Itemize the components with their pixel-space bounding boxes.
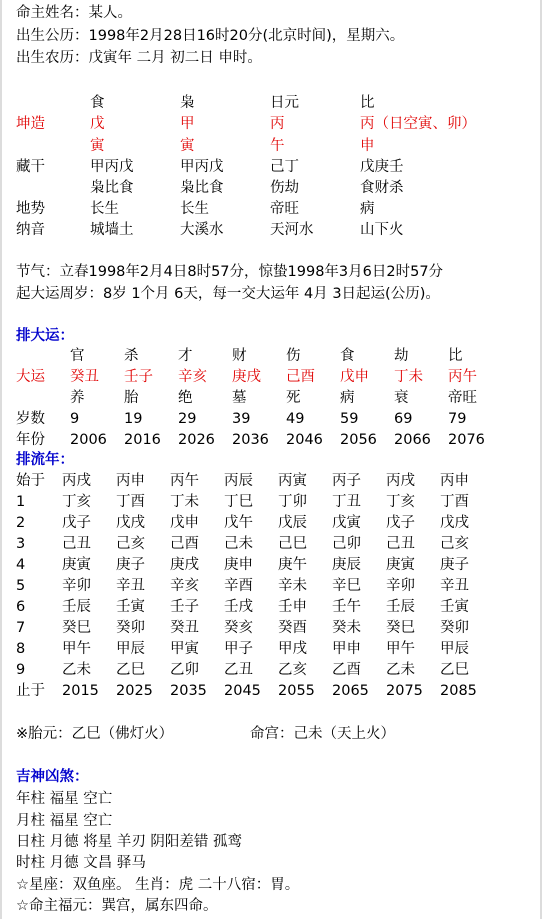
- liunian-year-3-cell: 己亥: [440, 536, 469, 552]
- liunian-year-2-label: 2: [16, 515, 26, 531]
- liunian-end-cell: 2025: [116, 683, 153, 699]
- liunian-year-3-cell: 己丑: [62, 536, 91, 552]
- pillar-terrain-label: 地势: [16, 201, 45, 217]
- liunian-end-cell: 2075: [386, 683, 423, 699]
- liunian-year-3-cell: 己丑: [386, 536, 415, 552]
- liunian-year-8-label: 8: [16, 641, 26, 657]
- liunian-year-6-cell: 壬子: [170, 599, 199, 615]
- liunian-year-9-cell: 乙丑: [224, 662, 253, 678]
- dayun-pillar-row: [2, 367, 542, 388]
- pillar-terrain-cell: 长生: [90, 201, 119, 217]
- liunian-year-4-cell: 庚子: [440, 557, 469, 573]
- shensha-line-hour: 时柱 月德 文昌 驿马: [16, 855, 146, 871]
- pillar-hidden-gods-cell: 伤劫: [270, 180, 299, 196]
- liunian-year-1-cell: 丁卯: [278, 494, 307, 510]
- dayun-god-cell: 才: [178, 348, 193, 364]
- pillar-stem-row: [2, 114, 542, 135]
- shensha-line-year: 年柱 福星 空亡: [16, 791, 113, 807]
- dayun-title: 排大运：: [16, 328, 74, 344]
- pillar-stem-cell: 甲: [180, 116, 195, 132]
- dayun-year-label: 年份: [16, 432, 45, 448]
- liunian-year-9-cell: 乙未: [386, 662, 415, 678]
- pillar-hidden-gods-cell: 枭比食: [180, 180, 224, 196]
- liunian-year-1-cell: 丁未: [170, 494, 199, 510]
- liunian-year-4-cell: 庚辰: [332, 557, 361, 573]
- dayun-state-cell: 墓: [232, 390, 247, 406]
- liunian-end-row: [2, 681, 542, 702]
- minggong-line: 命宫：己未（天上火）: [250, 726, 395, 742]
- pillar-branch-cell: 申: [360, 138, 375, 154]
- liunian-year-7-cell: 癸巳: [386, 620, 415, 636]
- liunian-year-2-cell: 戊午: [224, 515, 253, 531]
- pillar-hidden-gods-cell: 枭比食: [90, 180, 134, 196]
- liunian-year-5-cell: 辛丑: [116, 578, 145, 594]
- pillar-hidden-gods-row: [2, 178, 542, 199]
- liunian-year-9-cell: 乙巳: [440, 662, 469, 678]
- liunian-year-1-row: [2, 492, 542, 513]
- liunian-year-9-row: [2, 660, 542, 681]
- liunian-year-4-cell: 庚申: [224, 557, 253, 573]
- liunian-year-3-cell: 己卯: [332, 536, 361, 552]
- liunian-title: 排流年：: [16, 452, 74, 468]
- pillar-hidden-stems-label: 藏干: [16, 159, 45, 175]
- pillar-nayin-cell: 天河水: [270, 222, 314, 238]
- pillar-branch-row: [2, 136, 542, 157]
- pillar-hidden-stems-cell: 戊庚壬: [360, 159, 404, 175]
- pillar-hidden-stems-cell: 己丁: [270, 159, 299, 175]
- pillar-branch-cell: 午: [270, 138, 285, 154]
- liunian-year-4-label: 4: [16, 557, 26, 573]
- pillar-nayin-row: [2, 220, 542, 241]
- dayun-year-cell: 2016: [124, 432, 161, 448]
- liunian-year-8-cell: 甲辰: [116, 641, 145, 657]
- liunian-year-7-cell: 癸丑: [170, 620, 199, 636]
- liunian-year-6-cell: 壬寅: [440, 599, 469, 615]
- pillar-god-cell: 比: [360, 95, 375, 111]
- dayun-state-cell: 胎: [124, 390, 139, 406]
- liunian-year-8-cell: 甲申: [332, 641, 361, 657]
- dayun-state-cell: 帝旺: [448, 390, 477, 406]
- liunian-year-1-cell: 丁巳: [224, 494, 253, 510]
- liunian-start-cell: 丙戌: [62, 473, 91, 489]
- liunian-year-6-cell: 壬辰: [386, 599, 415, 615]
- liunian-year-9-cell: 乙未: [62, 662, 91, 678]
- dayun-year-cell: 2066: [394, 432, 431, 448]
- liunian-year-5-cell: 辛卯: [62, 578, 91, 594]
- liunian-end-cell: 2055: [278, 683, 315, 699]
- dayun-god-cell: 财: [232, 348, 247, 364]
- liunian-year-1-cell: 丁亥: [62, 494, 91, 510]
- pillar-nayin-cell: 山下火: [360, 222, 404, 238]
- liunian-start-cell: 丙申: [440, 473, 469, 489]
- pillar-nayin-cell: 城墙土: [90, 222, 134, 238]
- dayun-state-cell: 绝: [178, 390, 193, 406]
- pillar-hidden-stems-cell: 甲丙戊: [90, 159, 134, 175]
- liunian-start-cell: 丙子: [332, 473, 361, 489]
- liunian-start-cell: 丙申: [116, 473, 145, 489]
- pillar-terrain-cell: 病: [360, 201, 375, 217]
- liunian-year-5-cell: 辛卯: [386, 578, 415, 594]
- pillar-hidden-stems-row: [2, 157, 542, 178]
- pillar-hidden-stems-cell: 甲丙戊: [180, 159, 224, 175]
- pillar-god-cell: 食: [90, 95, 105, 111]
- liunian-year-4-cell: 庚午: [278, 557, 307, 573]
- dayun-god-cell: 官: [70, 348, 85, 364]
- liunian-year-9-cell: 乙卯: [170, 662, 199, 678]
- qiyun-age-line: 起大运周岁：8岁 1个月 6天，每一交大运年 4月 3日起运(公历)。: [16, 286, 440, 302]
- dayun-god-cell: 食: [340, 348, 355, 364]
- dayun-year-cell: 2076: [448, 432, 485, 448]
- liunian-year-1-label: 1: [16, 494, 26, 510]
- liunian-start-cell: 丙辰: [224, 473, 253, 489]
- liunian-year-2-cell: 戊子: [386, 515, 415, 531]
- liunian-year-7-cell: 癸巳: [62, 620, 91, 636]
- liunian-end-cell: 2035: [170, 683, 207, 699]
- liunian-year-7-cell: 癸卯: [116, 620, 145, 636]
- liunian-year-5-cell: 辛丑: [440, 578, 469, 594]
- dayun-pillar-cell: 戊申: [340, 369, 369, 385]
- liunian-year-2-cell: 戊辰: [278, 515, 307, 531]
- liunian-year-6-cell: 壬申: [278, 599, 307, 615]
- liunian-year-6-row: [2, 597, 542, 618]
- dayun-god-cell: 伤: [286, 348, 301, 364]
- liunian-year-9-label: 9: [16, 662, 26, 678]
- dayun-age-cell: 79: [448, 411, 467, 427]
- liunian-year-8-cell: 甲寅: [170, 641, 199, 657]
- dayun-year-cell: 2056: [340, 432, 377, 448]
- shensha-line-day: 日柱 月德 将星 羊刃 阴阳差错 孤鸾: [16, 834, 243, 850]
- liunian-year-5-cell: 辛巳: [332, 578, 361, 594]
- liunian-year-1-cell: 丁亥: [386, 494, 415, 510]
- liunian-year-3-label: 3: [16, 536, 26, 552]
- liunian-year-2-row: [2, 513, 542, 534]
- dayun-age-cell: 9: [70, 411, 80, 427]
- liunian-year-4-cell: 庚寅: [62, 557, 91, 573]
- liunian-year-7-cell: 癸卯: [440, 620, 469, 636]
- pillar-stem-cell: 丙（日空寅、卯）: [360, 116, 476, 132]
- liunian-year-2-cell: 戊子: [62, 515, 91, 531]
- shensha-title: 吉神凶煞：: [16, 769, 89, 785]
- pillar-stem-label: 坤造: [16, 116, 45, 132]
- liunian-year-8-cell: 甲子: [224, 641, 253, 657]
- liunian-year-7-label: 7: [16, 620, 26, 636]
- dayun-pillar-cell: 癸丑: [70, 369, 99, 385]
- liunian-year-7-cell: 癸未: [332, 620, 361, 636]
- liunian-year-6-cell: 壬寅: [116, 599, 145, 615]
- pillar-terrain-cell: 长生: [180, 201, 209, 217]
- liunian-year-9-cell: 乙巳: [116, 662, 145, 678]
- liunian-year-5-label: 5: [16, 578, 26, 594]
- liunian-year-5-cell: 辛未: [278, 578, 307, 594]
- pillar-god-cell: 日元: [270, 95, 299, 111]
- pillar-branch-cell: 寅: [180, 138, 195, 154]
- liunian-year-3-cell: 己巳: [278, 536, 307, 552]
- dayun-god-cell: 劫: [394, 348, 409, 364]
- liunian-end-label: 止于: [16, 683, 45, 699]
- dayun-god-cell: 杀: [124, 348, 139, 364]
- liunian-year-7-row: [2, 618, 542, 639]
- pillar-god-cell: 枭: [180, 95, 195, 111]
- dayun-pillar-label: 大运: [16, 369, 45, 385]
- shensha-line-month: 月柱 福星 空亡: [16, 813, 113, 829]
- dayun-age-cell: 19: [124, 411, 143, 427]
- liunian-start-label: 始于: [16, 473, 45, 489]
- liunian-year-2-cell: 戊申: [170, 515, 199, 531]
- liunian-start-row: [2, 471, 542, 492]
- liunian-year-6-label: 6: [16, 599, 26, 615]
- star-zodiac-line: ☆星座：双鱼座。 生肖：虎 二十八宿：胃。: [16, 877, 300, 893]
- liunian-year-5-cell: 辛亥: [170, 578, 199, 594]
- header-solar-date: 出生公历：1998年2月28日16时20分(北京时间)，星期六。: [16, 28, 405, 44]
- pillar-god-row: [2, 93, 542, 114]
- liunian-year-4-cell: 庚寅: [386, 557, 415, 573]
- liunian-end-cell: 2065: [332, 683, 369, 699]
- pillar-terrain-row: [2, 199, 542, 220]
- liunian-year-3-cell: 己亥: [116, 536, 145, 552]
- pillar-stem-cell: 丙: [270, 116, 285, 132]
- liunian-year-9-cell: 乙酉: [332, 662, 361, 678]
- liunian-year-7-cell: 癸酉: [278, 620, 307, 636]
- pillar-stem-cell: 戊: [90, 116, 105, 132]
- pillar-hidden-gods-cell: 食财杀: [360, 180, 404, 196]
- dayun-state-cell: 病: [340, 390, 355, 406]
- liunian-start-cell: 丙寅: [278, 473, 307, 489]
- liunian-year-4-cell: 庚戌: [170, 557, 199, 573]
- dayun-pillar-cell: 丁未: [394, 369, 423, 385]
- dayun-state-cell: 养: [70, 390, 85, 406]
- dayun-god-cell: 比: [448, 348, 463, 364]
- liunian-year-8-cell: 甲辰: [440, 641, 469, 657]
- taiyuan-line: ※胎元：乙巳（佛灯火）: [16, 726, 174, 742]
- header-name: 命主姓名：某人。: [16, 5, 132, 21]
- liunian-year-1-cell: 丁丑: [332, 494, 361, 510]
- dayun-state-cell: 衰: [394, 390, 409, 406]
- dayun-age-cell: 29: [178, 411, 197, 427]
- liunian-year-8-row: [2, 639, 542, 660]
- dayun-pillar-cell: 庚戌: [232, 369, 261, 385]
- liunian-year-8-cell: 甲戌: [278, 641, 307, 657]
- dayun-age-row: [2, 409, 542, 430]
- liunian-year-7-cell: 癸亥: [224, 620, 253, 636]
- liunian-year-8-cell: 甲午: [386, 641, 415, 657]
- liunian-year-6-cell: 壬戌: [224, 599, 253, 615]
- dayun-pillar-cell: 壬子: [124, 369, 153, 385]
- liunian-start-cell: 丙午: [170, 473, 199, 489]
- liunian-year-4-row: [2, 555, 542, 576]
- liunian-year-2-cell: 戊戌: [440, 515, 469, 531]
- liunian-year-3-cell: 己未: [224, 536, 253, 552]
- liunian-end-cell: 2045: [224, 683, 261, 699]
- dayun-year-row: [2, 430, 542, 451]
- dayun-year-cell: 2026: [178, 432, 215, 448]
- dayun-pillar-cell: 辛亥: [178, 369, 207, 385]
- dayun-state-row: [2, 388, 542, 409]
- dayun-age-cell: 49: [286, 411, 305, 427]
- liunian-end-cell: 2015: [62, 683, 99, 699]
- dayun-pillar-cell: 己酉: [286, 369, 315, 385]
- dayun-age-cell: 69: [394, 411, 413, 427]
- liunian-year-9-cell: 乙亥: [278, 662, 307, 678]
- liunian-year-1-cell: 丁酉: [116, 494, 145, 510]
- dayun-year-cell: 2046: [286, 432, 323, 448]
- header-lunar-date: 出生农历：戊寅年 二月 初二日 申时。: [16, 50, 262, 66]
- liunian-end-cell: 2085: [440, 683, 477, 699]
- liunian-year-4-cell: 庚子: [116, 557, 145, 573]
- liunian-year-5-row: [2, 576, 542, 597]
- dayun-age-cell: 39: [232, 411, 251, 427]
- liunian-year-6-cell: 壬辰: [62, 599, 91, 615]
- liunian-year-2-cell: 戊寅: [332, 515, 361, 531]
- fuyuan-line: ☆命主福元：巽宫，属东四命。: [16, 898, 218, 914]
- liunian-year-3-row: [2, 534, 542, 555]
- liunian-year-8-cell: 甲午: [62, 641, 91, 657]
- dayun-state-cell: 死: [286, 390, 301, 406]
- pillar-terrain-cell: 帝旺: [270, 201, 299, 217]
- liunian-year-5-cell: 辛酉: [224, 578, 253, 594]
- liunian-year-2-cell: 戊戌: [116, 515, 145, 531]
- dayun-pillar-cell: 丙午: [448, 369, 477, 385]
- liunian-year-3-cell: 己酉: [170, 536, 199, 552]
- solar-terms-line: 节气：立春1998年2月4日8时57分，惊蛰1998年3月6日2时57分: [16, 264, 444, 280]
- dayun-age-cell: 59: [340, 411, 359, 427]
- pillar-branch-cell: 寅: [90, 138, 105, 154]
- liunian-year-1-cell: 丁酉: [440, 494, 469, 510]
- pillar-nayin-cell: 大溪水: [180, 222, 224, 238]
- dayun-year-cell: 2036: [232, 432, 269, 448]
- liunian-start-cell: 丙戌: [386, 473, 415, 489]
- dayun-year-cell: 2006: [70, 432, 107, 448]
- liunian-year-6-cell: 壬午: [332, 599, 361, 615]
- dayun-age-label: 岁数: [16, 411, 45, 427]
- pillar-nayin-label: 纳音: [16, 222, 45, 238]
- dayun-god-row: [2, 346, 542, 367]
